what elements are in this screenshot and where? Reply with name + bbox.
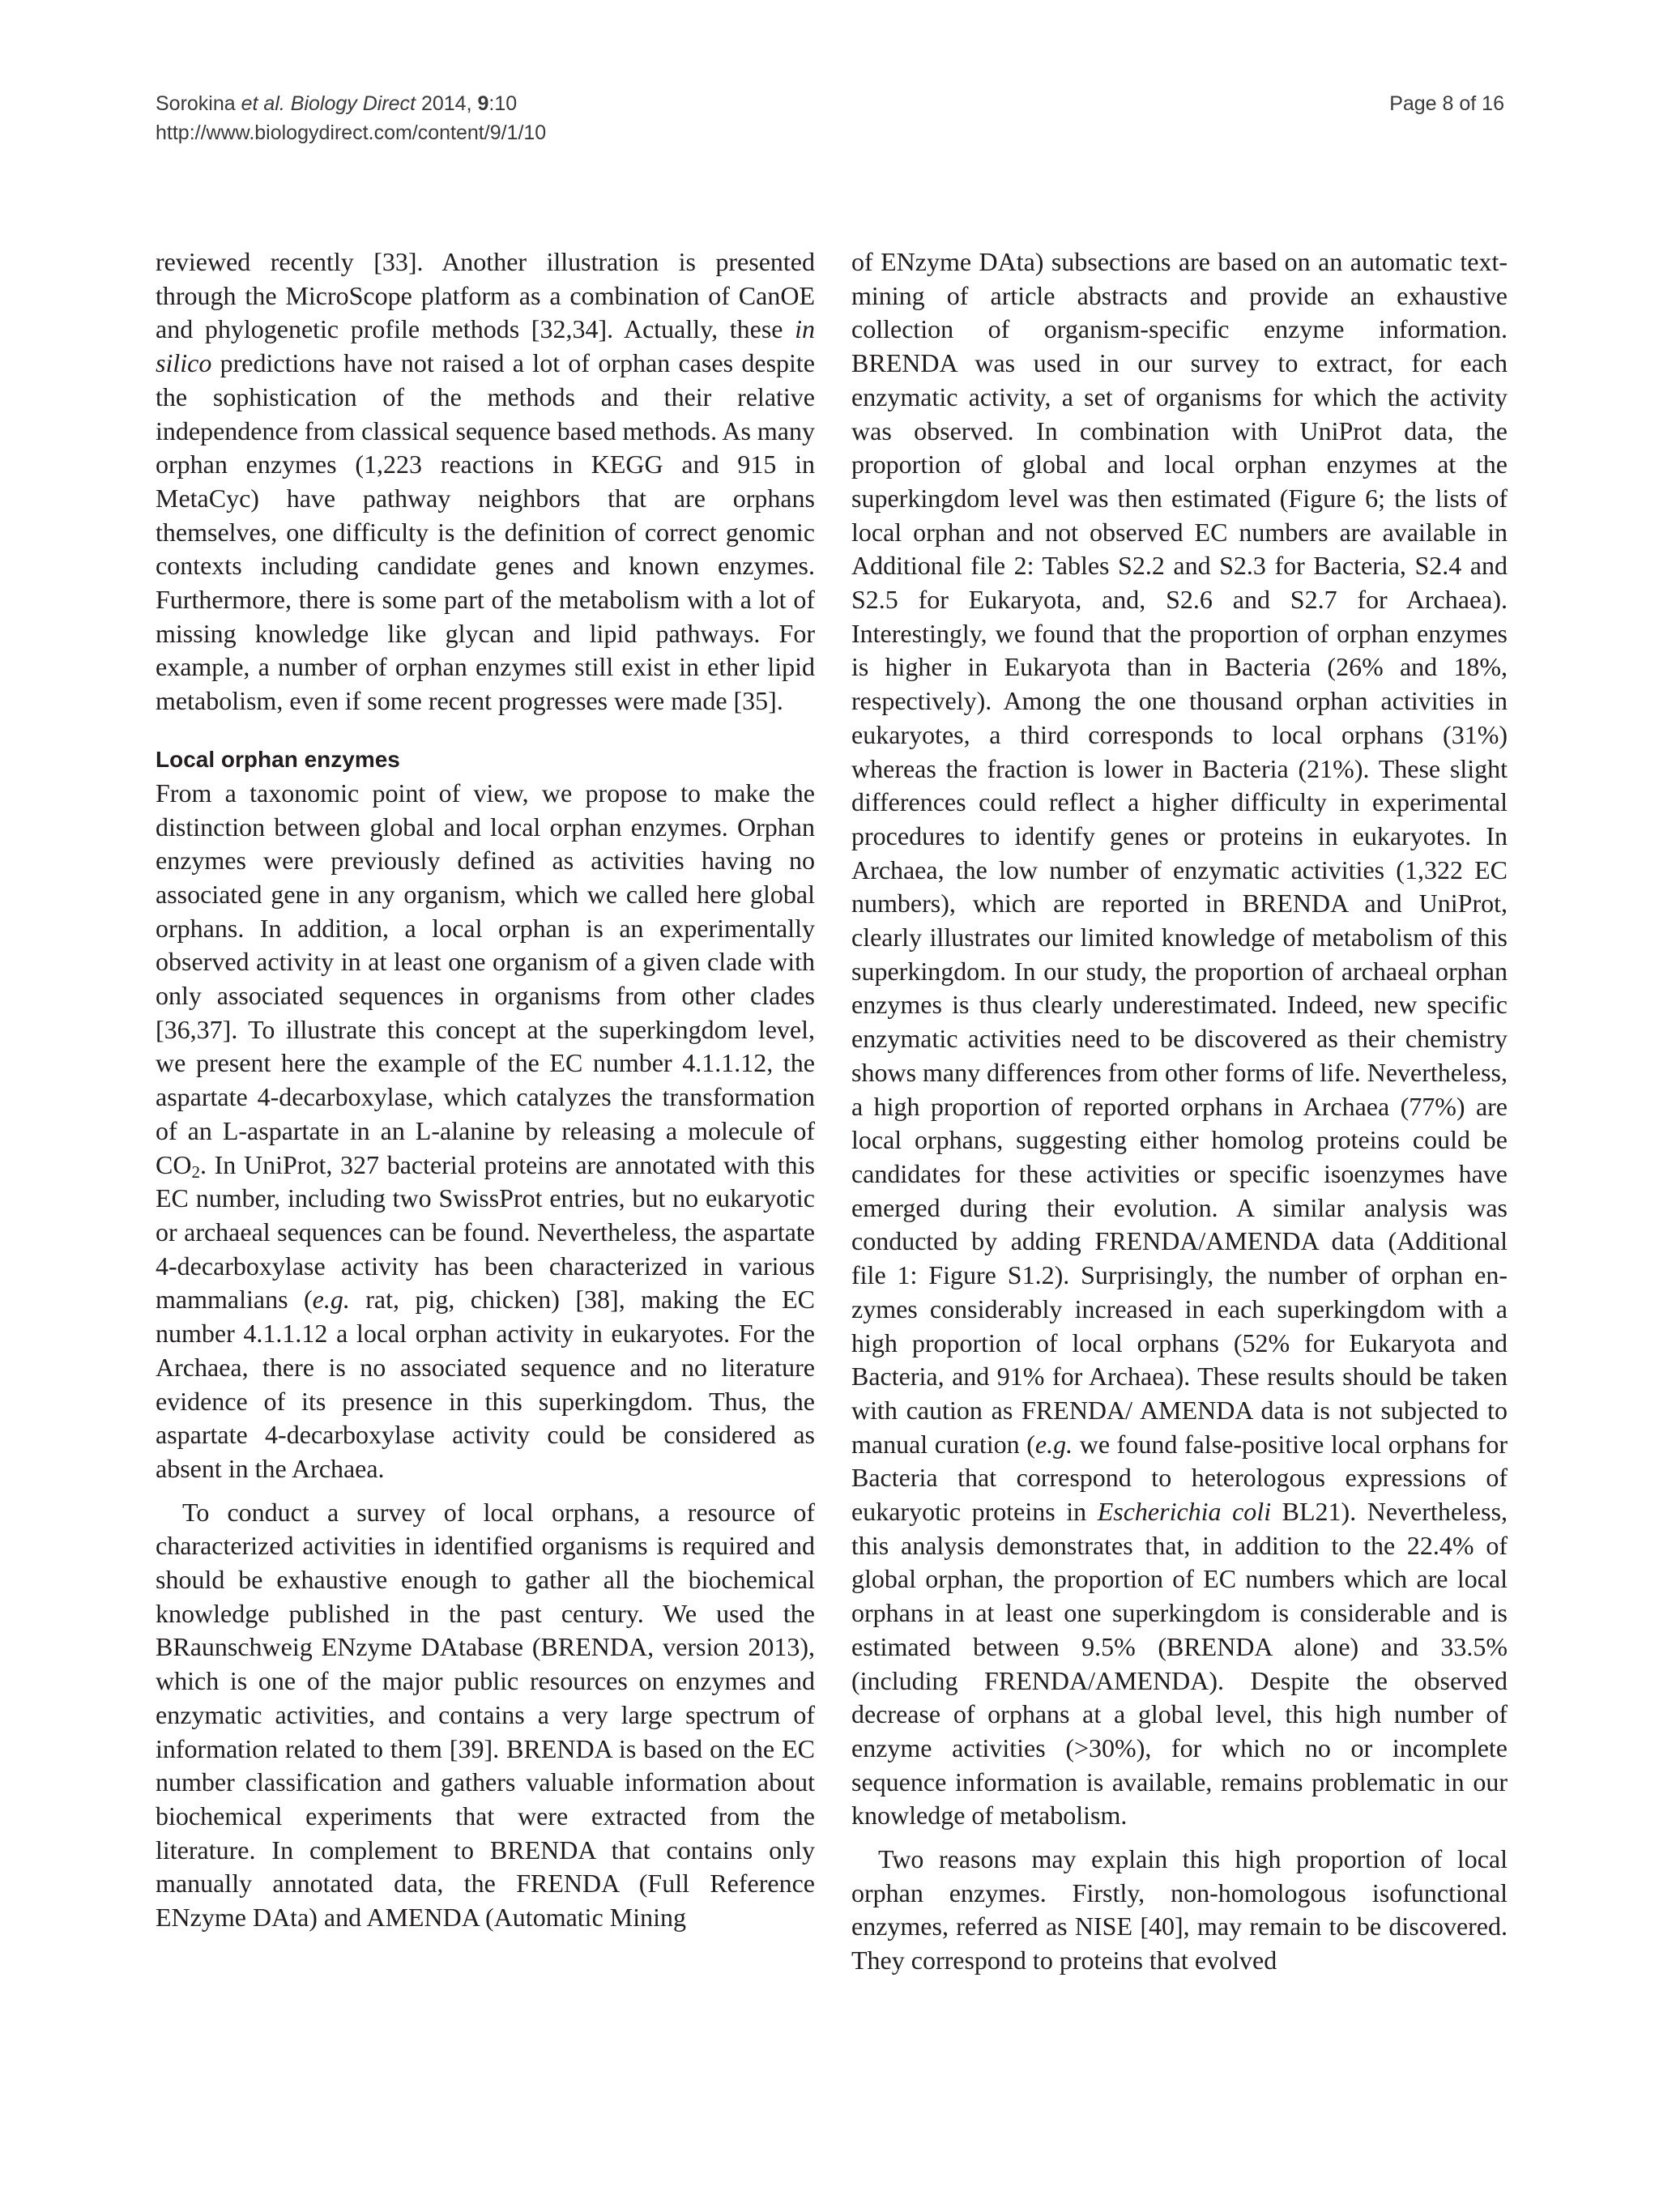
section-heading: Local orphan enzymes (156, 746, 400, 772)
left-column (156, 245, 815, 1935)
paragraph: reviewed recently [33]. Another illustration is presented through the MicroScope platform as a combination of CanOE and phylogenetic profile methods [32,34]. Actually, these in silico predictions have not raised a lot of orphan cases despite the sophistication of the methods and their relative independence from classical sequence based methods. As many orphan enzymes (1,223 reactions in KEGG and 915 in MetaCyc) have pathway neighbors that are orphans themselves, one difficulty is the definition of correct genomic contexts including candidate genes and known enzymes. Furthermore, there is some part of the metabolism with a lot of missing knowledge like glycan and lipid pathways. For example, a number of orphan enzymes still exist in ether lipid metabolism, even if some recent progresses were made [35]. (156, 247, 815, 716)
citation-journal: Biology Direct (290, 92, 416, 115)
citation-year: 2014, (420, 92, 472, 115)
running-header (156, 89, 1504, 147)
citation-authors: Sorokina (156, 92, 236, 115)
right-column (851, 245, 1508, 1978)
paragraph: To conduct a survey of local orphans, a resource of characterized activities in identified organisms is required and should be exhaustive enough to gather all the biochemical knowledge published in the past century. We used the BRaunschweig ENzyme DAtabase (BRENDA, version 2013), which is one of the major public resources on enzymes and enzymatic activities, and contains a very large spectrum of information related to them [39]. BRENDA is based on the EC number classification and gathers valuable information about biochemical experiments that were extracted from the literature. In complement to BRENDA that contains only manually annotated data, the FRENDA (Full Reference ENzyme DAta) and AMENDA (Automatic Mining (156, 1497, 815, 1933)
citation-article: :10 (488, 92, 518, 115)
paragraph: From a taxonomic point of view, we propose to make the distinction between global and local orphan enzymes. Orphan enzymes were previously defined as activities having no associated gene in any organism, which we called here global orphans. In addition, a local orphan is an experimentally observed activity in at least one organism of a given clade with only associated sequences in organisms from other clades [36,37]. To illustrate this concept at the superkingdom level, we present here the example of the EC number 4.1.1.12, the aspartate 4-decarboxylase, which catalyzes the transformation of an L-aspartate in an L-alanine by releasing a molecule of $CO_2$. In UniProt, 327 bacterial proteins are annotated with this EC number, including two SwissProt entries, but no eukaryotic or archaeal sequences can be found. Nevertheless, the aspartate 4-decarboxylase activity has been characterized in various mammalians (e.g. rat, pig, chicken) [38], making the EC number 4.1.1.12 a local orphan activity in eukaryotes. For the Archaea, there is no associated sequence and no literature evidence of its presence in this superkingdom. Thus, the aspartate 4-decarboxylase activity could be considered as absent in the Archaea. (156, 778, 816, 1483)
citation-line (156, 89, 1504, 118)
page-number: Page 8 of 16 (1389, 92, 1504, 115)
citation-etal: et al. (241, 92, 285, 115)
article-url[interactable]: http://www.biologydirect.com/content/9/1/10 (156, 121, 547, 144)
paragraph: Two reasons may explain this high proportion of local orphan enzymes. Firstly, non-homologous isofunctional enzymes, referred as NISE [40], may remain to be discovered. They correspond to proteins that evolved (851, 1844, 1508, 1975)
citation-volume: 9 (477, 92, 489, 115)
paragraph: of ENzyme DAta) subsections are based on an automatic text-mining of article abstracts and provide an exhaustive collection of organism-specific enzyme information. BRENDA was used in our survey to extract, for each enzymatic activity, a set of organisms for which the activity was observed. In combination with UniProt data, the proportion of global and local orphan enzymes at the superkingdom level was then estimated (Figure 6; the lists of local orphan and not observed EC numbers are available in Additional file 2: Tables S2.2 and S2.3 for Bacteria, S2.4 and S2.5 for Eukaryota, and, S2.6 and S2.7 for Archaea). Interestingly, we found that the proportion of orphan enzymes is higher in Eukaryota than in Bacteria (26% and 18%, respectively). Among the one thousand orphan activities in eukaryotes, a third corresponds to local orphans (31%) whereas the fraction is lower in Bacteria (21%). These slight differences could reflect a higher difficulty in experimental procedures to identify genes or proteins in eukaryotes. In Archaea, the low number of enzymatic activities (1,322 EC numbers), which are reported in BRENDA and UniProt, clearly illustrates our limited knowledge of metabolism of this superkingdom. In our study, the proportion of archaeal orphan enzymes is thus clearly underestimated. Indeed, new specific enzymatic activities need to be discovered as their chemistry shows many differences from other forms of life. Nevertheless, a high proportion of reported orphans in Archaea (77%) are local orphans, suggesting either homolog proteins could be candidates for these activities or specific isoenzymes have emerged during their evolution. A similar analysis was conducted by adding FRENDA/AMENDA data (Additional file 1: Figure S1.2). Surprisingly, the number of orphan enzymes considerably increased in each superkingdom with a high proportion of local orphans (52% for Eukaryota and Bacteria, and 91% for Archaea). These results should be taken with caution as FRENDA/ AMENDA data is not subjected to manual curation (e.g. we found false-positive local orphans for Bacteria that correspond to heterologous expressions of eukaryotic proteins in Escherichia coli BL21). Nevertheless, this analysis demonstrates that, in addition to the 22.4% of global orphan, the proportion of EC numbers which are local orphans in at least one superkingdom is considerable and is estimated between 9.5% (BRENDA alone) and 33.5% (including FRENDA/AMENDA). Despite the observed decrease of orphans at a global level, this high number of enzyme activities (>30%), for which no or incomplete sequence information is available, remains problematic in our knowledge of metabolism. (851, 247, 1508, 1831)
